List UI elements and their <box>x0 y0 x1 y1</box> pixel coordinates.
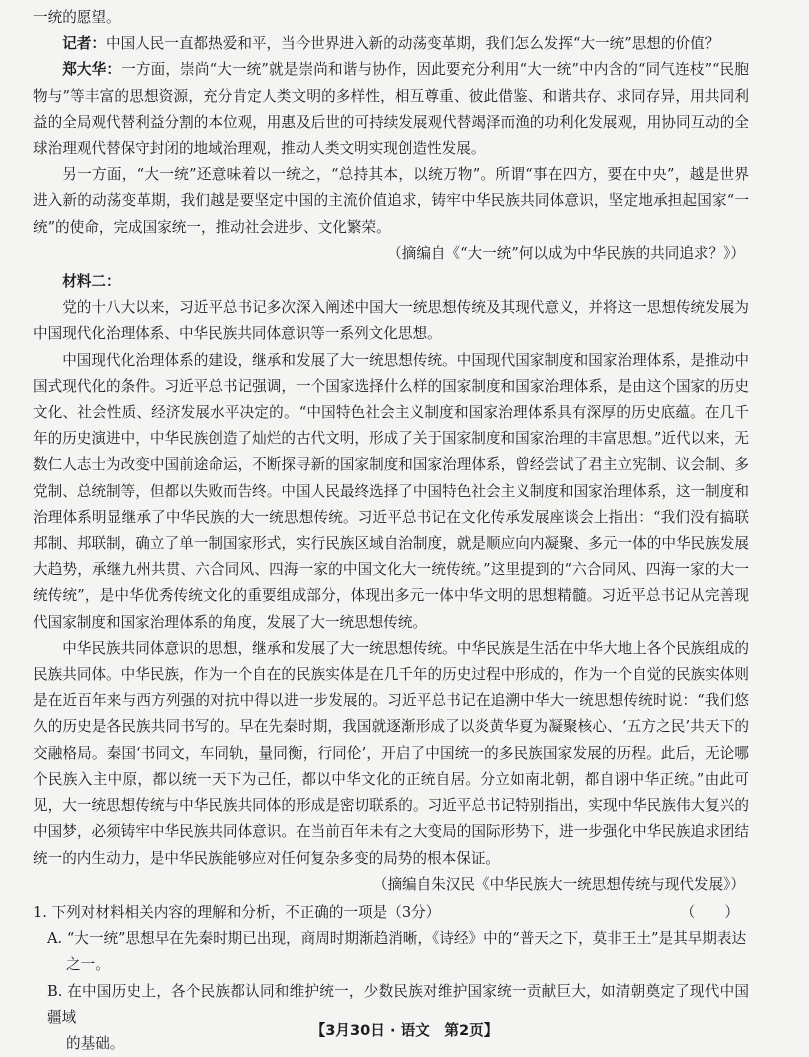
paragraph: 另一方面，“大一统”还意味着以一统之，“总持其本，以统万物”。所谓“事在四方，要在中央”，越是世界进入新的动荡变革期，我们越是要坚定中国的主流价值追求，铸牢中华民族共同体意识，坚定地承担起国家“一统”的使命，完成国家统一，推动社会进步、文化繁荣。 <box>33 166 749 236</box>
source-citation: （摘编自朱汉民《中华民族大一统思想传统与现代发展》） <box>372 875 745 893</box>
option-a-cont: 之一。 <box>66 956 110 974</box>
question-text: 中国人民一直都热爱和平，当今世界进入新的动荡变革期，我们怎么发挥“大一统”思想的价值？ <box>105 35 720 53</box>
answer-text: 一方面，崇尚“大一统”就是崇尚和谐与协作，因此要充分利用“大一统”中内含的“同气连枝”“民胞物与”等丰富的思想资源，充分肯定人类文明的多样性，相互尊重、彼此借鉴、和谐共存、求同存异，用共同利益的全局观代替利益分割的本位观，用惠及后世的可持续发展观代替竭泽而渔的功利化发展观，用协同互动的全球治理观代替保守封闭的地域治理观，推动人类文明实现创造性发展。 <box>33 61 749 158</box>
interview-question <box>33 31 749 57</box>
speaker-label: 郑大华： <box>62 61 122 79</box>
page-footer: 【3月30日 · 语文 第2页】 <box>310 1022 499 1039</box>
section-heading: 材料二： <box>62 273 121 291</box>
paragraph: 中华民族共同体意识的思想，继承和发展了大一统思想传统。中华民族是生活在中华大地上各个民族组成的民族共同体。中华民族，作为一个自在的民族实体是在几千年的历史过程中形成的，作为一个自觉的民族实体则是在近百年来与西方列强的对抗中得以进一步发展的。习近平总书记在追溯中华大一统思想传统时说：“我们悠久的历史是各民族共同书写的。早在先秦时期，我国就逐渐形成了以炎黄华夏为凝聚核心、‘五方之民’共天下的交融格局。秦国‘书同文，车同轨，量同衡，行同伦’，开启了中国统一的多民族国家发展的历程。此后，无论哪个民族入主中原，都以统一天下为己任，都以中华文化的正统自居。分立如南北朝，都自诩中华正统。”由此可见，大一统思想传统与中华民族共同体的形成是密切联系的。习近平总书记特别指出，实现中华民族伟大复兴的中国梦，必须铸牢中华民族共同体意识。在当前百年未有之大变局的国际形势下，进一步强化中华民族追求团结统一的内生动力，是中华民族能够应对任何复杂多变的局势的根本保证。 <box>33 639 749 867</box>
source-citation: （摘编自《“大一统”何以成为中华民族的共同追求？》） <box>387 244 745 262</box>
document-body <box>33 5 749 1057</box>
interview-answer <box>33 57 749 162</box>
paragraph: 党的十八大以来，习近平总书记多次深入阐述中国大一统思想传统及其现代意义，并将这一思想传统发展为中国现代化治理体系、中华民族共同体意识等一系列文化思想。 <box>33 299 749 343</box>
option-b: B. 在中国历史上，各个民族都认同和维护统一，少数民族对维护国家统一贡献巨大，如清朝奠定了现代中国疆域 <box>47 982 749 1026</box>
paragraph: 中国现代化治理体系的建设，继承和发展了大一统思想传统。中国现代国家制度和国家治理体系，是推动中国式现代化的条件。习近平总书记强调，一个国家选择什么样的国家制度和国家治理体系，是由这个国家的历史文化、社会性质、经济发展水平决定的。“中国特色社会主义制度和国家治理体系具有深厚的历史底蕴。在几千年的历史演进中，中华民族创造了灿烂的古代文明，形成了关于国家制度和国家治理的丰富思想。”近代以来，无数仁人志士为改变中国前途命运，不断探寻新的国家制度和国家治理体系，曾经尝试了君主立宪制、议会制、多党制、总统制等，但都以失败而告终。中国人民最终选择了中国特色社会主义制度和国家治理体系，这一制度和治理体系明显继承了中华民族的大一统思想传统。习近平总书记在文化传承发展座谈会上指出：“我们没有搞联邦制、邦联制，确立了单一制国家形式，实行民族区域自治制度，就是顺应向内凝聚、多元一体的中华民族发展大趋势，承继九州共贯、六合同风、四海一家的中国文化大一统传统。”这里提到的“六合同风、四海一家的大一统传统”，是中华优秀传统文化的重要组成部分，体现出多元一体中华文明的思想精髓。习近平总书记从完善现代国家制度和国家治理体系的角度，发展了大一统思想传统。 <box>33 351 749 631</box>
text-line: 一统的愿望。 <box>33 9 121 26</box>
question-stem: 1. 下列对材料相关内容的理解和分析，不正确的一项是（3分） <box>33 903 441 921</box>
speaker-label: 记者： <box>62 35 106 53</box>
answer-blank: （ ） <box>680 903 739 921</box>
question-1 <box>33 900 749 926</box>
option-a: A. “大一统”思想早在先秦时期已出现，商周时期渐趋消晰，《诗经》中的“普天之下，莫非王土”是其早期表达 <box>47 930 747 948</box>
option-b-cont: 的基础。 <box>66 1034 125 1052</box>
